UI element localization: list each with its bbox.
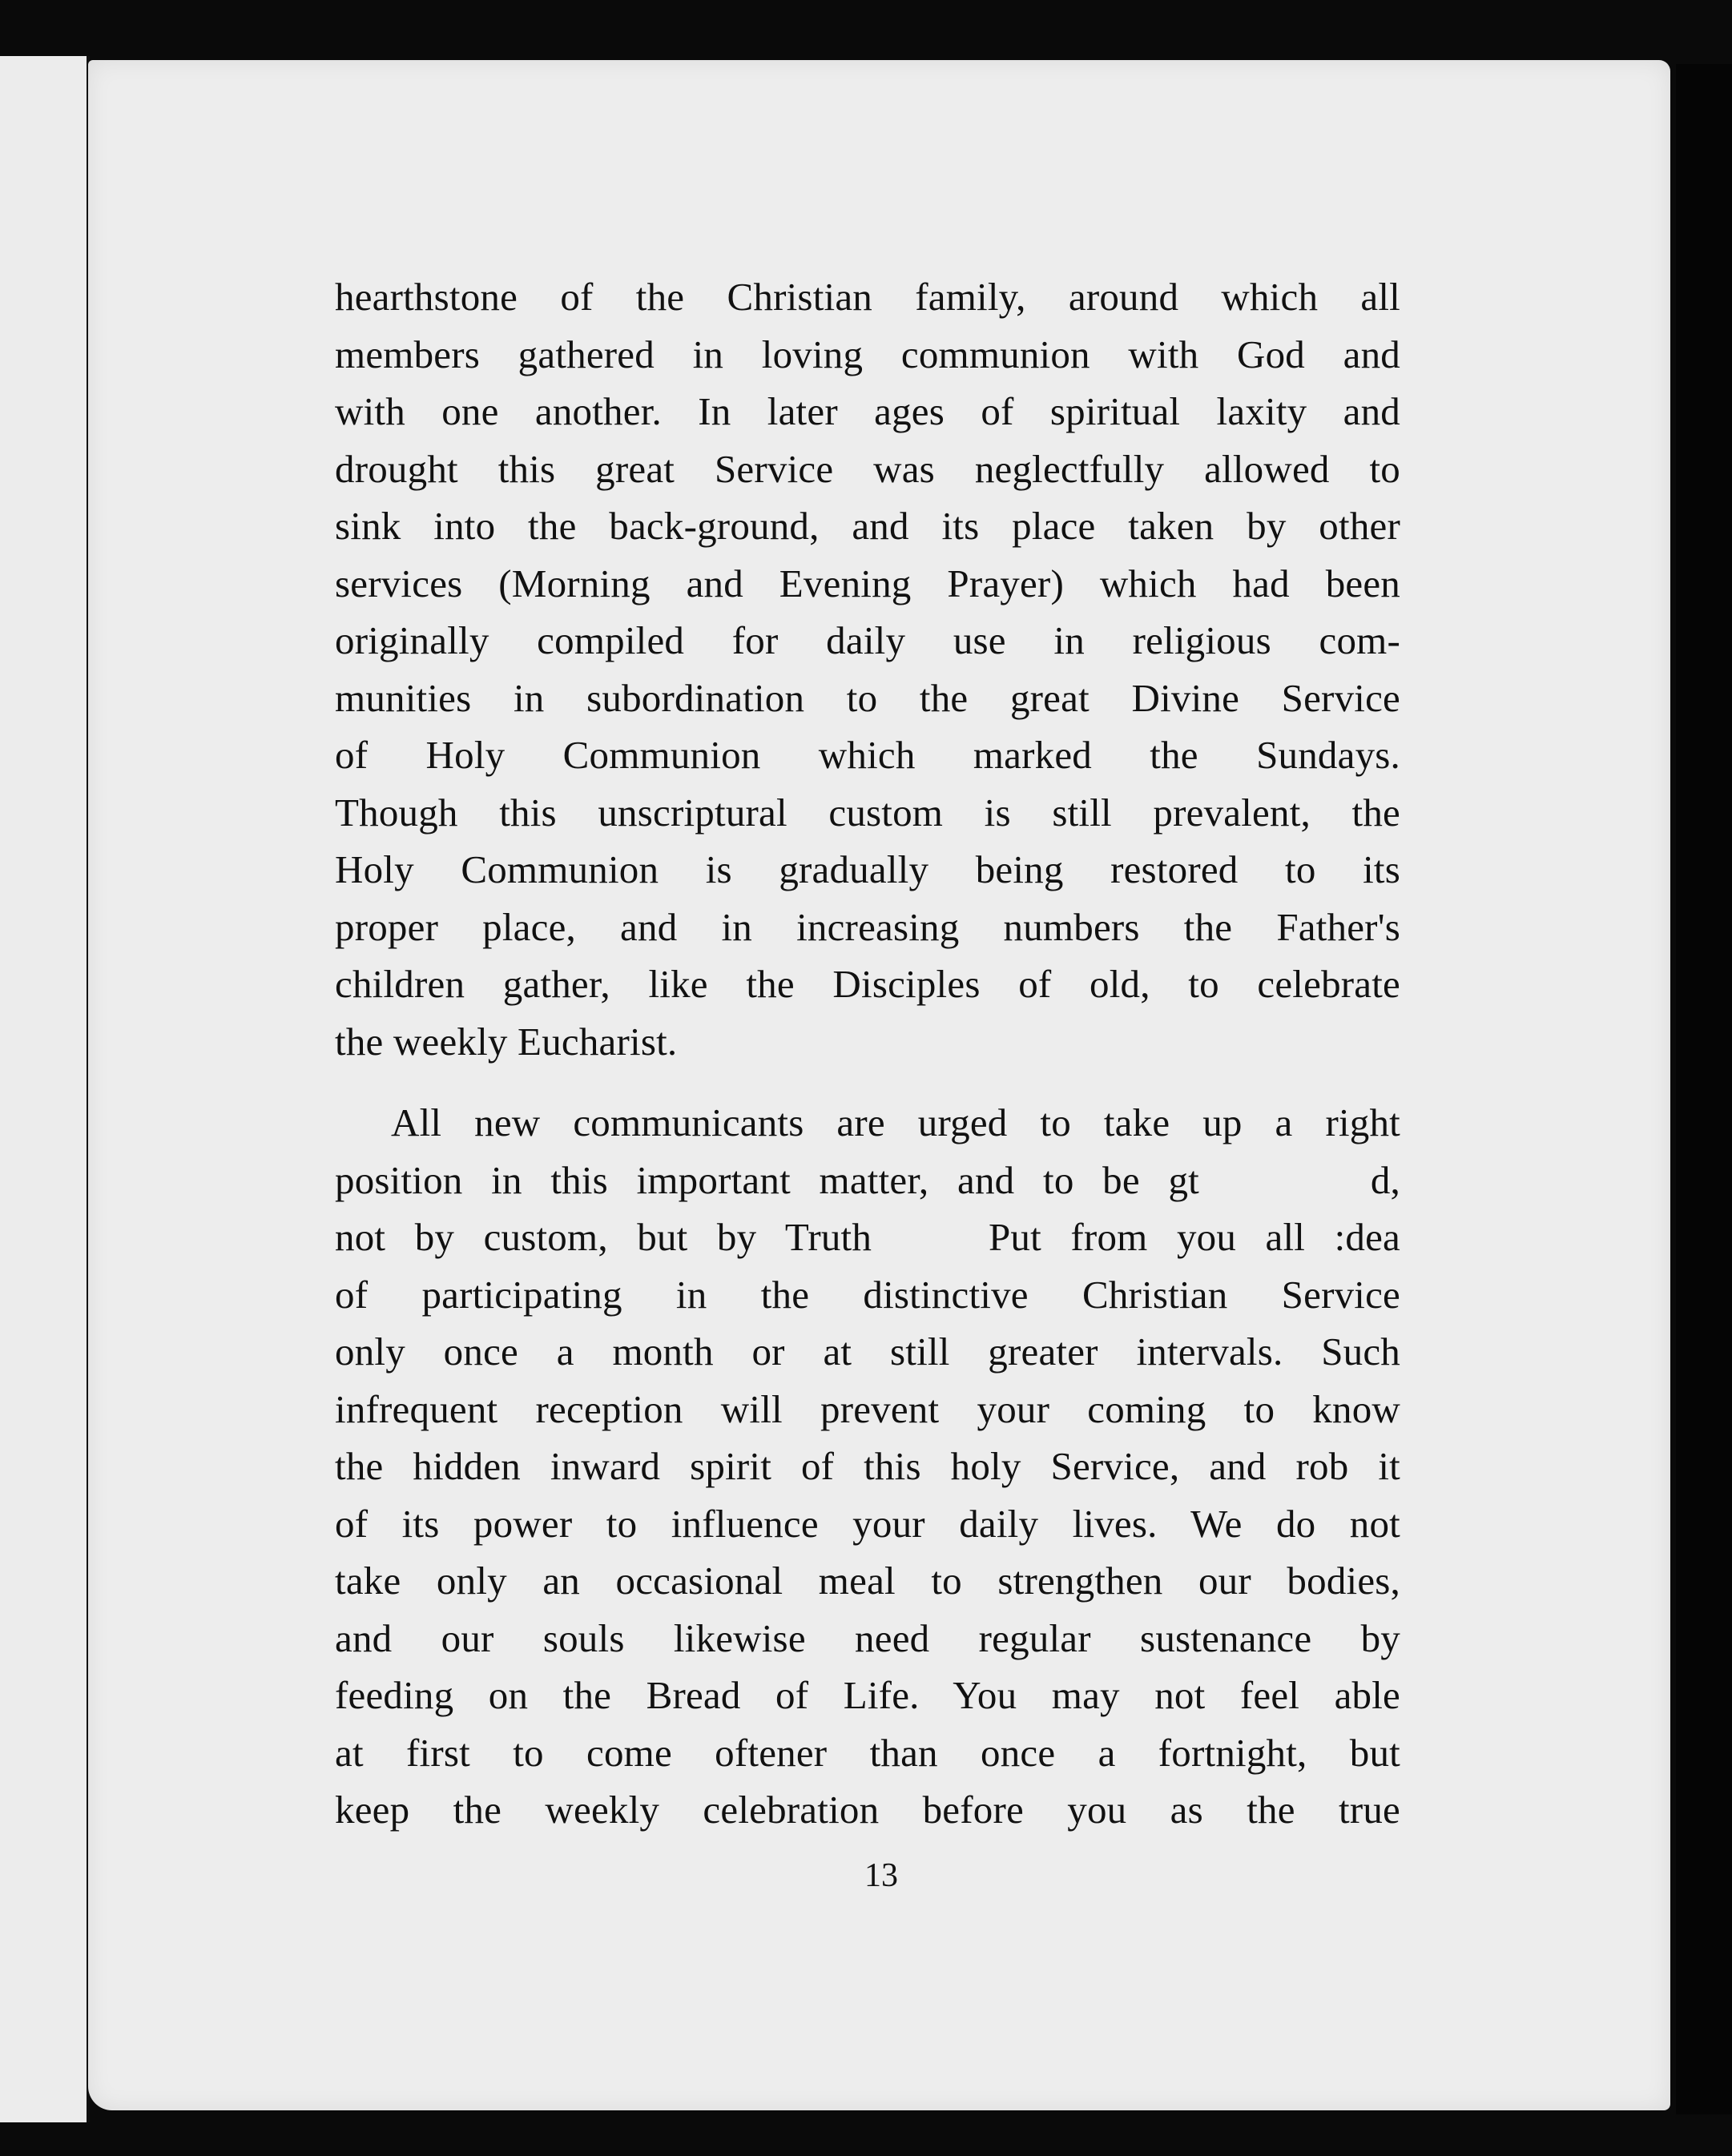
paragraph: [335, 1094, 1400, 1839]
text-line: of its power to influence your daily lives. We do not: [335, 1501, 1400, 1546]
scan-right-edge: [1676, 64, 1732, 2114]
text-line: drought this great Service was neglectfully allowed to: [335, 446, 1400, 491]
text-line: originally compiled for daily use in religious com-: [335, 618, 1400, 662]
page-number: 13: [864, 1857, 898, 1894]
text-line: of participating in the distinctive Christian Service: [335, 1272, 1400, 1317]
text-line: Though this unscriptural custom is still prevalent, the: [335, 790, 1400, 835]
text-line: only once a month or at still greater intervals. Such: [335, 1329, 1400, 1374]
text-line: the hidden inward spirit of this holy Service, and rob it: [335, 1444, 1400, 1488]
previous-page-edge: [0, 56, 90, 2122]
text-line: take only an occasional meal to strengthen our bodies,: [335, 1559, 1400, 1603]
text-line: position in this important matter, and to be gt d,: [335, 1157, 1400, 1202]
text-line: sink into the back-ground, and its place taken by other: [335, 504, 1400, 548]
text-line: and our souls likewise need regular sustenance by: [335, 1615, 1400, 1660]
text-line: at first to come oftener than once a fortnight, but: [335, 1730, 1400, 1775]
text-line: of Holy Communion which marked the Sundays.: [335, 733, 1400, 777]
paragraph: [335, 268, 1400, 1070]
text-line: not by custom, but by Truth Put from you all :dea: [335, 1215, 1400, 1259]
text-line: munities in subordination to the great Divine Service: [335, 675, 1400, 720]
text-line: keep the weekly celebration before you as the true: [335, 1788, 1400, 1832]
text-line: the weekly Eucharist.: [335, 1019, 678, 1064]
text-line: hearthstone of the Christian family, around which all: [335, 275, 1400, 319]
text-line: with one another. In later ages of spiritual laxity and: [335, 389, 1400, 433]
text-line: Holy Communion is gradually being restored to its: [335, 847, 1400, 891]
text-line: feeding on the Bread of Life. You may not feel able: [335, 1673, 1400, 1717]
text-line: members gathered in loving communion with God and: [335, 332, 1400, 376]
text-line: All new communicants are urged to take up a right: [391, 1100, 1400, 1144]
text-line: services (Morning and Evening Prayer) which had been: [335, 561, 1400, 605]
text-line: infrequent reception will prevent your coming to know: [335, 1386, 1400, 1431]
text-line: children gather, like the Disciples of old, to celebrate: [335, 962, 1400, 1006]
text-line: proper place, and in increasing numbers the Father's: [335, 904, 1400, 949]
page-body-text: [335, 268, 1400, 1839]
